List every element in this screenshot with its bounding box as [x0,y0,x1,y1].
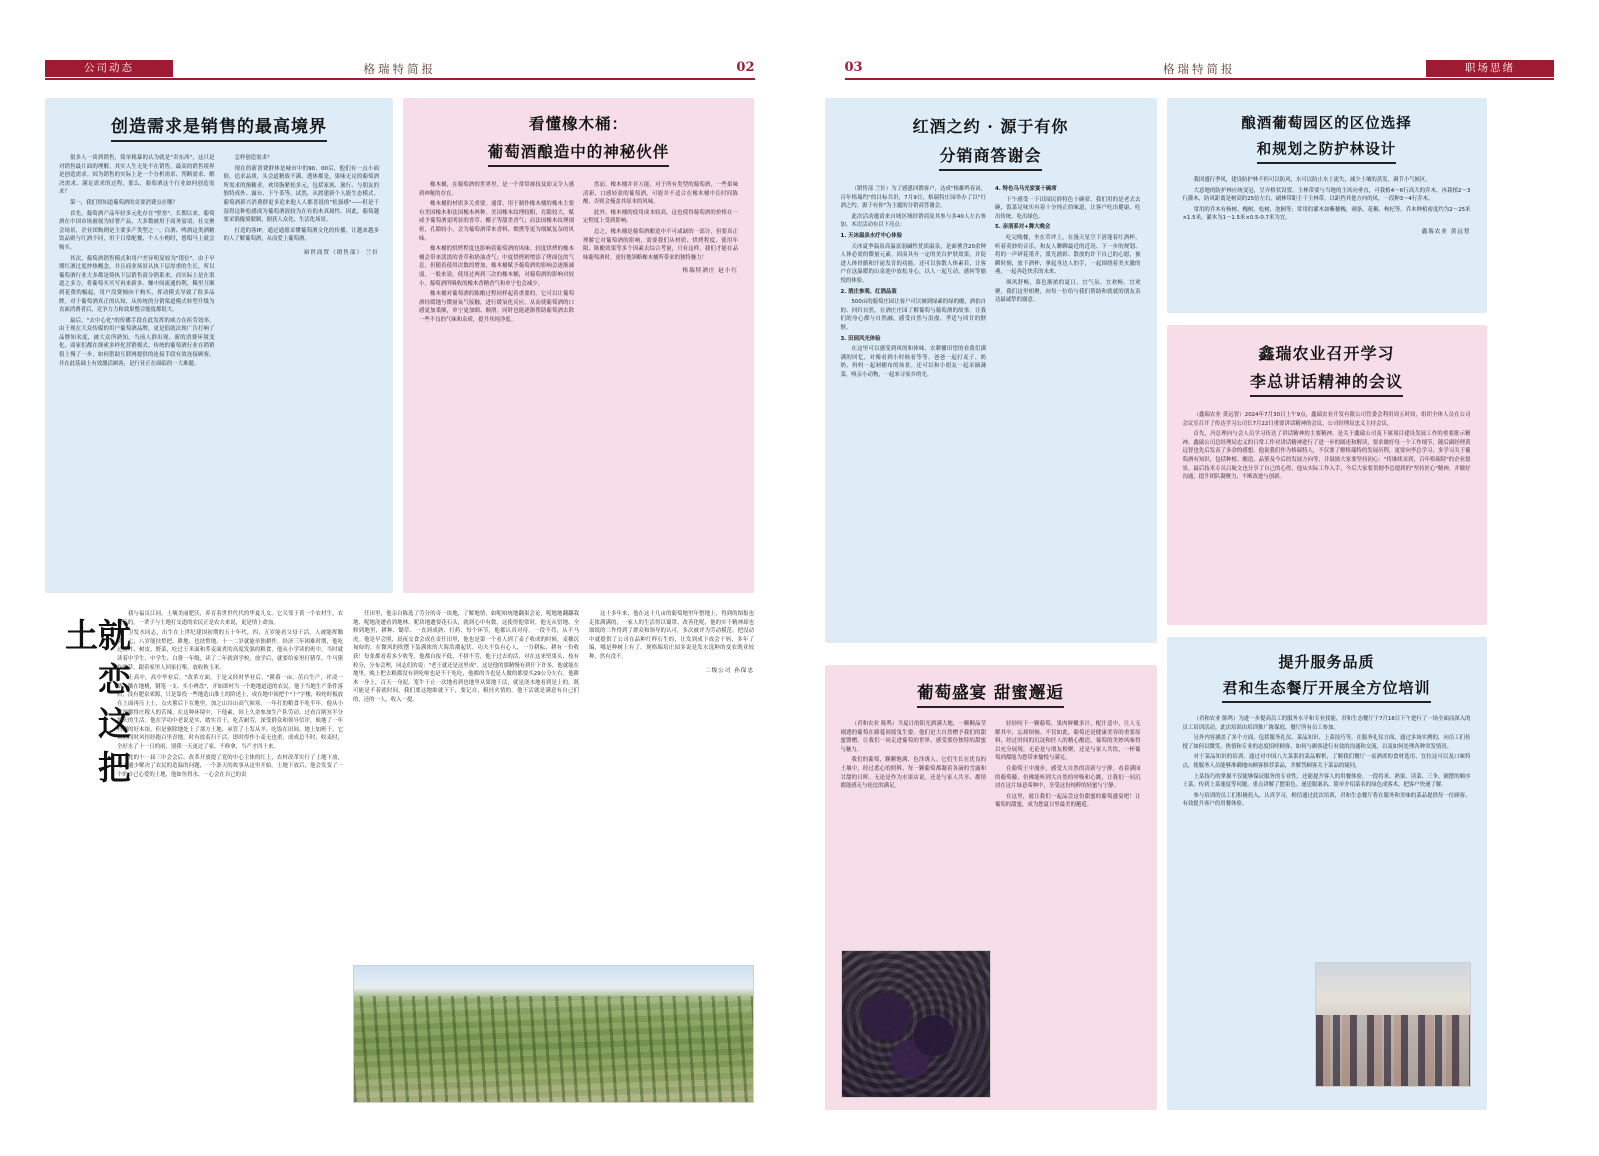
paragraph: 第一，我们得知道葡萄酒的首要消费点在哪？ [70,199,178,206]
runhead-left [45,60,755,78]
runhead-rule-left [45,78,755,80]
runhead-right [845,60,1555,78]
paragraph: 上高中，高中毕业后，"改革方面，于是又经时毕业后，"耕暮一亩、茁白生产，评凌一路、锄在地桃，钢笔一支、买小辨盘"，开始即村当一个地地道道的农民。他于当地生产条件落后，没有肥泉来源，只是靠投一些地造山淮土的阶述上，成在地中间把个"十"字楼，收纶时板放在上面再压上土，点火薰后下在地里，加之山谷山高气候寒。一年打的粮食不吃半年。他从小就深解得庄稼人的苦辣，在这种环境中，下他素，因上久余参加生产队劳动、过看百剐冥半分割天的生活。他在学功中老说是实，踏实肯干，吃苦耐劳，深受群众和领导信评，候地了一年村副的好木组，但是驱除地处上了那方土地，承管了上发从羊、吃饭在田间、地上加班干，它自然同时风恒经跑百里青地，时有放着扫干活，即时得作小麦无也重，成成总不时，收麦时，全好水了十一日的雨，别我一天更过了家，不修拿，当产才四十来。 [117,675,343,750]
paragraph: 其次，葡萄酒销售模式和用户差异明显较为"错位"。由于早期红酒过度炒热概念，并且商业场景认执下层厚重的生长，所以葡萄酒行业大多都是倚执下层销售商分销系来，而实际上是在渠道之多力，将葡萄买买写再来新多。赚中间流通的利，稀里互顺到花费的幅起，用户没费倾向于购买，挥动模式导致了很多品牌，对于葡萄酒真正的认知，从传统的分销渠道模式转型升级为直面消费者后，竞争力力和效果整合能度都很大。 [59,255,215,314]
page-number-left: 02 [736,60,755,75]
paragraph: 在葡萄王中漫步，感受大自然的清新与宁静。看着满园的葡萄藤，仿佛能听到大自然的呼吸和心跳，让我们一同沉浸在这片绿意希种中，享受这份纯粹的轻蜜与宁静。 [995,765,1141,790]
column-1 [1183,176,1471,235]
paragraph: 现在的新消费群体是城市中的90、00后，他们有一点小面俗，追求品质，头会道精致不满、透体都是，果味无足的葡萄酒所需求的渐糖求。欢用脂紧松多元，包括家族、旅行、与朋友的独特成外、露台、下午茶等。试然，从渡建新个人能生态模式。葡萄酒新兴消费群更多追来他人人都喜说的"松强感"——但是干湿得这种松感成为葡萄酒液较为在有的木真属性。因此，葡萄越要采锅傻境眠制，据获人众化、生活化场景。 [223,165,379,224]
paragraph: 在这里，就让我们一起品尝这份甜蜜的葡萄盛宴吧！让葡萄的甜蜜，成为您夏日里最美的邂逅。 [995,793,1141,809]
paragraph: 橡木桶的烘烤程度也影响着葡萄酒的风味。轻度烘烤的橡木桶会带来淡淡的香草和奶油香气；中度烘烤则增添了烤面包的气息，但随着使用次数的增加，橡木桶赋予葡萄酒的影响会逐渐减弱，一般来说，使用过两到三次的橡木桶，对葡萄酒的影响对较小，葡萄酒所吸收的橡木香精香气和单宁也会减少。 [419,246,574,287]
headline-wrap [1183,341,1471,397]
list-item-heading: 2. 酒庄参观、红酒品鉴 [840,288,897,295]
paragraph: 卫发水同志，出生在上世纪建国初期的五十年代，四、五岁能看父母干活，人被能挥锄头，七、八岁能扶犁把、耕地、也扶犁地，十一二岁就能单独耕作。经济三年困难时期，他吃过树叶、树皮、野菜，吃过王米面和荞麦面煮的高度发强的粮食，他从小学读的班中，当时就读着中学生、中学生、白费一年级，读了二年就到学校，放学后，就要给家里打猪草、牛马猪吃的草，跟着家里人回家打柴，放收秋玉米。 [117,630,343,671]
paragraph: 橡木桶对葡萄酒的陈酿过程同样起着重要的。它可以让葡萄酒轻缓地与微量氧气接触，进行缓氧化反应，从而使葡萄酒的口感更加柔顺，单宁更加细、顺滑。同时也能逐渐帮助葡萄酒去除一些不良的气味和杂质，提升其纯净度。 [419,291,574,323]
section-label-right: 职场思绪 [1426,60,1554,77]
paragraph: 很多人一谈到销售，简单粗暴的认为就是"卖东西"，这只是对销售最片面的理解。其实人生无处不在销售，最高的销售境界是创造需求。因为销售的实际上是一个分析需求、判断需求、解决需求、满足需求的过程，那么，葡萄酒这个行业如何创造需求？ [59,155,215,196]
paragraph: 橡木桶的材质多关重要。通常、用于制作橡木桶的橡木主要有美国橡木和法国橡木两种。美国橡木纹理较粗，孔隙较大，赋咸予葡萄酒更明显的香草、椰子等甜美香气；而法国橡木纹理细密，孔隙较小，会为葡萄酒带来香料、烟熏等更为细腻复杂的风味。 [419,201,574,242]
column-1 [1183,715,1471,811]
page-title-line1: 提升服务品质 [1278,653,1375,671]
page-title-line1: 红酒之约 · 源于有你 [912,117,1069,136]
headline-wrap [419,112,738,167]
paragraph: 然而，橡木桶并非万能，对于所有类型的葡萄酒，一些果味清新、口感轻盈的葡萄酒，可能并不适合在橡木桶中长时间陈酿，否则会掩盖其原本的风味。 [583,182,738,206]
article-body [841,185,1141,381]
paragraph: 此次活动邀请来自域区域经销商及其参与多40人左右参加。本次活动有以下亮点： [840,213,986,229]
byline: 鑫瑞农业 黄远智 [1421,228,1471,235]
paragraph: 我国盛行季风，建设防护林不但可以防风，水可以防止水土流失，减少土壤的蒸发，调节小气候区。 [1193,177,1431,183]
section-label-left: 公司动态 [45,60,173,77]
paragraph: （君和农业 陈鸣）为进一步提高员工的服务水平和专业技能，君和生态餐厅于7月16日下午进行了一场全面而深入的员工培训活动。此次培训由培训推广陈保庭、餐厅所有员工参加。 [1182,716,1471,731]
list-item-heading: 4. 特色乌马光家宴十碗席 [995,186,1057,192]
paragraph: 总之，橡木桶是葡萄酒酿造中不可或缺的一部分，但要真正理解它对葡萄酒的影响，需要我们从材质、烘烤程度、使用年限、陈酿效果等多个因素去综合考量，只有这样，我们才能在品味葡萄酒时，更好地领略橡木桶所带来的独特魅力！ [583,228,738,261]
column-3 [589,610,754,674]
paragraph: 参与培训的员工们积极投入、认真学习，相信通过此次培训，君和生态餐厅将在服务和美味的菜品提供每一位顾客、有效提升客户的用餐体验。 [1182,792,1471,808]
paragraph: 在这里可以感受到风的和体味、农耕播田望的看我们满满的回忆，对像看到小时候看等等、爸爸一起打麦子、奶奶、妈妈一起剁捕布的场景。还可以和小朋友一起采摘蔬菜，嗅亲小动物，一起来寻家乡的光。 [840,346,986,378]
paragraph: 对于菜品知识的培训，通过对中国八大菜系的菜品解析，了解我们餐厅一桌酒席的食材选用、宜拉这可以及口味特点，使服务人员能够准确地向顾客推荐菜品，并解答顾客关于菜品的疑问。 [1182,754,1471,769]
page-number-right: 03 [844,60,863,75]
byline: 二级公司 孙保忠 [705,667,754,674]
page-title-line1: 酿酒葡萄园区的区位选择 [1241,115,1412,132]
photo-image [842,951,990,1097]
column-1 [117,610,343,781]
article-body [1183,176,1471,235]
page-title: 葡萄盛宴 甜蜜邂逅 [917,679,1064,708]
page-title-line2: 君和生态餐厅开展全方位培训 [1222,677,1430,703]
paragraph: 常用的乔木有杨树、槐树、松树、泡桐等；常用的灌木如紫穗槐，刺条、花椒、枸杞等。乔木种植密度约为2～25米×1.5米，灌木为1～1.5米×0.5-0.7米为宜。 [1182,206,1471,222]
paragraph: 大意地的防护林应统变冠，呈弄格状设置。主林带要与当地的主风向垂直，可我植4～6行高大的乔木，再栽植2～3行灌木，防风距离是树高的25倍左右。副林带距主干主林带，以距挡其他方向的风，一段种3～4行乔木。 [1182,187,1471,203]
headline-wrap [841,114,1141,171]
page-title-line2: 李总讲话精神的会议 [1250,369,1403,397]
column-2 [995,185,1141,381]
photo-image [354,966,753,1102]
paragraph: 党的十一届三中会会后，改革开放提了党的中心主体的红上，农村改革实行了土地下放，这才通少解决了农民的造温的问题，一个条天的故事从这里开始。土地下放后，他会发变了一个的自已心爱的土地，他如鱼得水，一心会在自己的责 [117,754,343,778]
paragraph: 下午感受一下田园民俗特色十碗席，我们用的是老式去碗，饭菜足味实有着十分纯正的味道，让客户吃出健康、吃出传统、吃出绿色。 [995,196,1141,220]
paragraph: 此外，橡木桶的使用成本较高，这也使得葡萄酒的价格在一定程度上受到影响。 [583,209,738,225]
list-item-heading: 3. 田园风光体验 [840,335,881,342]
photo-vineyard-rows [353,965,754,1103]
article-wine-appointment [825,98,1157,643]
column-1 [841,720,987,812]
masthead-left: 格瑞特简报 [363,62,436,76]
column-1 [419,181,574,327]
paragraph: 上菜技巧的掌握不仅能够保证服务的专业性，还能提升客人的用餐体验。一段将米、熟果、读菜、三争、铺摆的顺序上菜，传到上菜速度等问题。重点讲解了摆果色、递送服案名、简单介绍菜名的绿色成客术，把客户快递了解。 [1182,773,1471,789]
article-grape-feast [825,665,1157,1110]
paragraph: 这十多年来，他在这十几亩的葡萄地里年整地上，得到的图报也走浓满满的，一家人的生活得以蜀罩、改善化呢，他的实干精神却也细纸的三作得到了群众和领导的认可，多次被评为劳动模范，把没动中就提供了公司在品种红样石生的，让发到成下成会干妈，多年了编，哪是种树上有了。现格瑞培庄园多说是发水选种的变农既业较种，然有没不。 [589,611,754,660]
byline: 格瑞特酒庄 赵小红 [682,268,738,275]
headline-wrap [841,679,1141,708]
runhead-rule-right [845,78,1555,80]
article-service-training [1167,637,1487,1110]
column-2 [583,181,738,327]
page-title-line2: 葡萄酒酿造中的神秘伙伴 [488,140,670,167]
paragraph: 最后，"去中心化"的传播手段在此发挥的威力在疾劳效率。由于现在大众传媒的用户葡萄酒品牌，更是倡就次现广告打响了品牌知名度，被大众所熟知。当前人群出现、新的消费环境变化，商家们都在探索多样化营销模式。传统的葡萄酒行业在销销倡上慢了一步，如何借助互联网提供的连接手段有效连接顾客，并在此基础上有效激活顾客，是行业正在面临的一大难题。 [59,317,215,367]
column-1 [59,154,215,370]
article-body [59,154,379,370]
paragraph: 我与福员江同，土壤美丽肥沃，养育着世世代代的华夏儿女。它关邻于黄一个农村生，农村长的，一辈子与土地打交道的农民正是农夫来说，更是情上命血。 [117,611,343,626]
headline-wrap [1183,651,1471,703]
article-body [1183,411,1471,484]
paragraph: 打造的客IP，通过通愿采懂葡萄酒文化的传播，让越来越多的人了解葡萄酒，从而爱上葡萄酒。 [223,227,379,243]
photo-grape-cluster [841,950,991,1098]
list-item-heading: 5. 亲朋系对+舞大晚会 [995,224,1051,231]
paragraph: 怎样创造需求？ [234,155,273,161]
column-2 [995,720,1141,812]
paragraph: 橡木桶，在葡萄酒的世界里，是一个常常被技及却又令人感到神秘的存在。 [419,182,574,197]
paragraph: 任田里，他亲自陈选了劳分的奇一块地，了解地情，如呢咱统地翻果会论，呢地地翻翻栽地、呢地浇遷看到地林、呢块地遷要花石头，就到心中有数，这使得他常时，他无从窑地、全修到地里，耕种、锄草、一直到成熟、打药、每个环节，他都认真对待。一段不苟，从不马虎。他是早会照、晨夜交食会成在责任田里，他也是第一个看人到了麦子收成的时候，麦穗沉甸甸的，在微风的吹摆下装满浓的大海浩潮起伏。功夫不负有心人，一分耕耘、耕有一份收获！每张都看着多少收等，他都自报不低，不拼不劳，他于过去的活，对在这来堅果头、枝有粒分，分布会理，同志们的说："老王就还是这里成"、这是他的那精慢有到什下许多，他就能在地里，晚上把去粮都没有到吃啦也是不干吃吃，他都的当也是人做的都要买29公分左右。他耕木一身上，百天一身泥，笼牛干止一次地看到也地里从果地干活，就是浇水地看到是上的。既可能是不着就时间，我们要这地维就下干，要记自，粗挂火情的。他干活就是满意有自己们的，还的一人，收入一提。 [353,611,579,703]
column-2 [224,154,380,370]
paragraph: 另外内容涵盖了多个方面，包括服务礼仪、菜品知识、上菜技巧等。在服务礼仪方面，通过多场实例的，向员工们传授了如何以微笑、热情和专业的态度招呼顾客，如何与顾客进行有效的沟通和交流，以及如何处理各种突发情况。 [1182,735,1471,750]
headline-wrap [59,112,379,142]
photo-training-session [1315,962,1471,1087]
page-title-line2: 分销商答谢会 [939,143,1041,171]
column-1 [1183,411,1471,484]
article-body [419,181,738,327]
article-vineyard-location [1167,98,1487,313]
paragraph: （君和农业 陈鸣）当夏日的阳光洒满大地，一颗颗晶莹剔透的葡萄在藤蔓间摇曳生姿。他们是大自然赠予我们的甜蜜馈赠。让我们一同走进葡萄的世界，感受那份独特的甜蜜与魅力。 [840,721,986,753]
page-title: 创造需求是销售的最高境界 [111,112,327,142]
vertical-page-title: 就恋这把土 [60,618,132,794]
paragraph: （鑫瑞农业 黄远智）2024年7月30日上午9点，鑫瑞农业开发有限公司管委会利用周五时间，组织全体人员在公司会议室召开了传达学习公司长7月22日重要讲话精神的会议，公司经理局忠义主持会议。 [1182,412,1471,427]
byline: 裕世商贸（销售部） 兰针 [303,249,379,256]
column-1 [841,185,987,381]
page-title-line2: 和规划之防护林设计 [1257,138,1397,164]
paragraph: 天冰夏季温泉高温富弱碱性优质温泉，是面蓍含20余种人体必需的微量元素。因而具有一定的美白护肤效果，并促进人体骨骼和汗泌发育的功能。还可以弥散人体素若，让客户在这温暖的山泉池中放松身心，以人一起互动，感何等愉悦的体验。 [840,243,986,284]
headline-wrap [1183,112,1471,164]
article-create-demand [45,98,393,593]
page-title-line1: 鑫瑞农业召开学习 [1258,344,1395,363]
paragraph: 我们的葡萄，颗颗饱满、色泽诱人。它们生长在优良的土壤中，经过悉心的照料、每一颗葡萄都凝着各滴的雪露和甘甜的日晖。无论是作为水果店说，还是与家人共享、都情都能感无与伦比的满足。 [840,757,986,790]
paragraph: 首先，冯总理向与会人员学习传达了讲话精神的主要精神，是关于鑫瑞公司及下属项目建设发展工作的重要批示精神、鑫瑞公司总经理局忠义的日常工作对讲话精神进行了进一步的圆述和解读，要求做好每一个工作细节，随后副经理黄远智也先后发表了多余的感想。他说我们作为格瑞特人，不仅要了解格瑞特的发展历程，更要向李总学习，多学习关于葡萄酒有知识，包括种植、酿造、品鉴及今后的发展方向等，并鼓励大家要坚持初心："将继续采到，百年格瑞特"的企业愿景，最后技术专员吕航文也分享了自己的心得，他从实际工作入手，今后大家要贯彻李总提到的"坚持匠心"精神，并做好沟通，提升团队凝聚力，不断改进与创新。 [1182,431,1471,481]
photo-image [1316,963,1470,1086]
article-body [1183,715,1471,811]
masthead-right: 格瑞特简报 [1163,62,1236,76]
paragraph: 吃完晚餐，坐在草坪上，在漫天星空下溶蓬着红酒杯，听着英妙的音乐，和友人聊聊最近的近况、下一步的规划、将的一声砰花墨开，派光浦彩、散放的许下自己的心愿，被瞬时刻，放下酒杯，拿起身边人的手，一起围绕着美火激的燕，一起奔赴快乐的未来。 [995,234,1141,276]
page-right [800,0,1599,1156]
paragraph: 首先，葡萄酒产品年轻多元化存在"壁垒"。长期以来，葡萄酒在中国市场被视为轻奢产品，大多数被用于商务宴请、社交聚会场景，企业团购则是主要多产类型之一。白酒、啤酒这类酒精饮品则与红酒不同，用于日常配餐、个人小酌时，悠唱马上就会购买。 [59,210,215,251]
list-item-heading: 1. 天冰温泉水疗中心体验 [840,232,903,239]
column-2 [353,610,579,707]
article-body [841,720,1141,812]
paragraph: 500亩的葡萄庄园让客户可以倾到绿素的绿的缠，酒拍自的、回归自然，在酒庄庄园了解葡萄与葡萄酒的故事。让我们的身心都与自然融，感受自然与浪漫、孝适与回甘的惬惬。 [840,299,986,331]
article-love-this-soil [45,610,754,1110]
article-oak-barrel [403,98,754,593]
paragraph: 飒风舒畅，慕色渐浓的夏日，宜气氛、宜欢畅、宜欢聚，我们这里相聚，向每一位给与我们帮助和就就的朋友表达最诚挚的谢意。 [995,279,1141,304]
article-study-meeting [1167,325,1487,625]
page-title-line1: 看懂橡木桶： [528,114,628,133]
paragraph: 轻轻咬下一颗葡萄，果肉鲜嫩多汁，配汁适中，让人无解其中，忘却烦恼。不仅如此，葡萄还是健康美容的重要原料，经过时间的沉淀和匠人的精心酿造，葡萄的美妙风味得以充分展现。无论是与朋友相聚、还是与家人共饮，一杯葡萄到都能为您带来愉悦与满足。 [995,721,1141,762]
paragraph: （销售部 兰针）为了感恩回馈客户，达成"根雄鸣春词，百年格瑞约"的目标共识，7月9日，格瑞特庄园举办了以"红酒之约，源于有你"为主题的分销商答谢会。 [840,186,986,210]
